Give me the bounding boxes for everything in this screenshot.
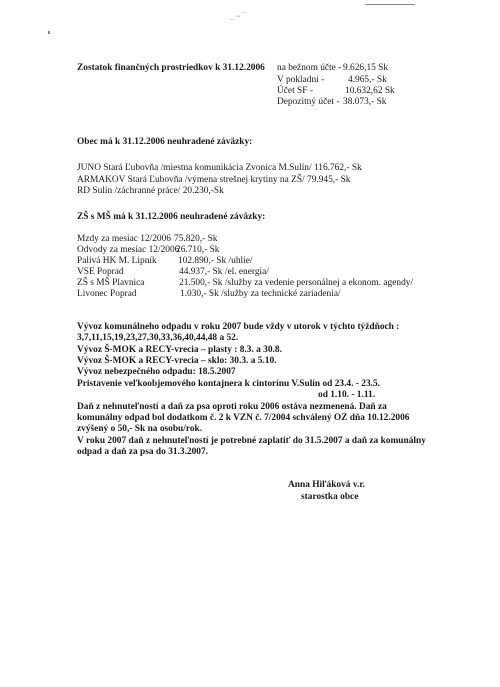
zs-row-label: VSE Poprad: [77, 267, 124, 277]
zs-row-label: Odvody za mesiac 12/2006: [77, 245, 180, 255]
balance-value: 9.626,15 Sk: [343, 63, 389, 73]
zs-row-value: 102.890,- Sk /uhlie/: [178, 256, 253, 266]
obec-line: JUNO Stará Ľubovňa /miestna komunikácia Zvonica M.Sulín/ 116.762,- Sk: [77, 163, 362, 173]
zs-row-value: 44.937,- Sk /el. energia/: [179, 267, 269, 277]
notice-line: Pristavenie veľkoobjemového kontajnera k cintorínu V.Sulín od 23.4. - 23.5.: [77, 379, 381, 389]
obec-heading: Obec má k 31.12.2006 neuhradené záväzky:: [77, 137, 253, 147]
zs-row-value: 21.500,- Sk /služby za vedenie personálnej a ekonom. agendy/: [179, 278, 414, 288]
notice-line: odpad a daň za psa do 31.3.2007.: [77, 447, 209, 457]
zs-row-value: 26.710,- Sk: [176, 245, 220, 255]
zs-row-value: 1.030,- Sk /služby za technické zariadenia/: [180, 289, 341, 299]
balance-intro: Zostatok finančných prostriedkov k 31.12.2006: [77, 63, 265, 73]
notice-line: Vývoz komunálneho odpadu v roku 2007 bude vždy v utorok v týchto týždňoch :: [77, 322, 400, 332]
notice-line: 3,7,11,15,19,23,27,30,33,36,40,44,48 a 52.: [77, 333, 239, 343]
zs-row-value: 75.820,- Sk: [174, 234, 218, 244]
notice-line: zvýšený o 50,- Sk na osobu/rok.: [77, 424, 203, 434]
notice-line: Vývoz nebezpečného odpadu: 18.5.2007: [77, 367, 236, 377]
zs-row-label: ZŠ s MŠ Plavnica: [77, 278, 145, 288]
balance-label: V pokladni -: [277, 75, 325, 85]
notice-line: komunálny odpad bol dodatkom č. 2 k VZN č. 7/2004 schválený OZ dňa 10.12.2006: [77, 413, 410, 423]
balance-label: na bežnom účte -: [277, 63, 342, 73]
balance-label: Depozitný účet -: [277, 97, 340, 107]
notice-line: Daň z nehnuteľností a daň za psa oproti roku 2006 ostáva nezmenená. Daň za: [77, 402, 387, 412]
balance-label: Účet SF -: [277, 86, 313, 96]
margin-dot: [48, 31, 50, 34]
header-mark: _ ~ ‾: [230, 12, 245, 21]
obec-line: ARMAKOV Stará Ľubovňa /výmena strešnej krytiny na ZŠ/ 79.945,- Sk: [77, 175, 351, 185]
signature-name: Anna Hiľáková v.r.: [288, 480, 365, 490]
notice-line: Vývoz Š-MOK a RECY-vrecia – sklo: 30.3. a 5.10.: [77, 356, 277, 366]
zs-row-label: Livonec Poprad: [77, 289, 137, 299]
zs-heading: ZŠ s MŠ má k 31.12.2006 neuhradené záväzky:: [77, 212, 266, 222]
zs-row-label: Mzdy za mesiac 12/2006: [77, 234, 171, 244]
balance-value: 10.632,62 Sk: [345, 86, 395, 96]
obec-line: RD Sulín /záchranné práce/ 20.230,-Sk: [77, 186, 224, 196]
notice-line: Vývoz Š-MOK a RECY-vrecia – plasty : 8.3. a 30.8.: [77, 345, 282, 355]
zs-row-label: Palivá HK M. Lipník: [77, 256, 157, 266]
balance-value: 4.965,- Sk: [348, 75, 387, 85]
notice-line: V roku 2007 daň z nehnuteľností je potrebné zaplatiť do 31.5.2007 a daň za komunálny: [77, 436, 426, 446]
signature-title: starostka obce: [301, 492, 359, 502]
balance-value: 38.073,- Sk: [343, 97, 387, 107]
scan-mark: [365, 4, 415, 5]
notice-line: od 1.10. - 1.11.: [318, 390, 376, 400]
